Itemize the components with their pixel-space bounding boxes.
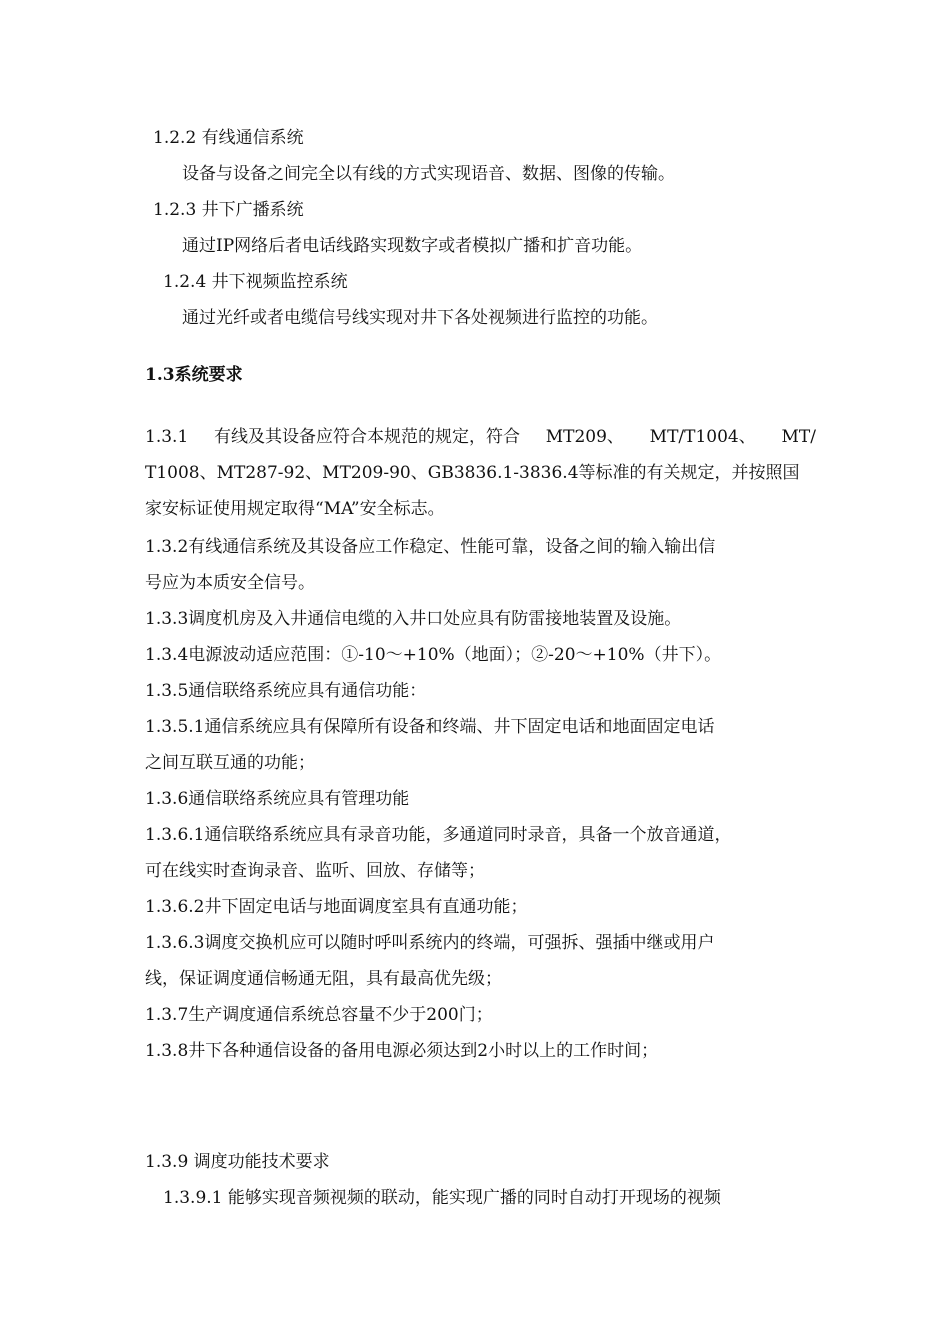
paragraph-1-3-4: 1.3.4电源波动适应范围：①-10～+10%（地面）；②-20～+10%（井下）。: [145, 645, 722, 665]
word: MT/T1004、: [649, 427, 756, 447]
paragraph-1-3-6-1-line-1: 1.3.6.1通信联络系统应具有录音功能，多通道同时录音，具备一个放音通道，: [145, 825, 732, 845]
subsection-title-1-3-9: 1.3.9 调度功能技术要求: [145, 1152, 330, 1172]
word: MT/: [781, 427, 816, 447]
section-heading-1-3: 1.3系统要求: [145, 365, 243, 385]
word: MT209、: [545, 427, 624, 447]
paragraph-1-3-5-1-line-2: 之间互联互通的功能；: [145, 753, 315, 773]
word: 1.3.1: [145, 427, 189, 447]
paragraph-1-3-9-1: 1.3.9.1 能够实现音频视频的联动，能实现广播的同时自动打开现场的视频: [163, 1188, 721, 1208]
paragraph-1-3-1-line-3: 家安标证使用规定取得“MA”安全标志。: [145, 499, 445, 519]
paragraph-1-3-6-2: 1.3.6.2井下固定电话与地面调度室具有直通功能；: [145, 897, 528, 917]
paragraph-1-3-1-line-2: T1008、MT287-92、MT209-90、GB3836.1-3836.4等标准的有关规定，并按照国: [145, 463, 800, 483]
paragraph-1-3-5: 1.3.5通信联络系统应具有通信功能：: [145, 681, 427, 701]
paragraph-1-3-7: 1.3.7生产调度通信系统总容量不少于200门；: [145, 1005, 493, 1025]
paragraph-1-3-2-line-1: 1.3.2有线通信系统及其设备应工作稳定、性能可靠，设备之间的输入输出信: [145, 537, 716, 557]
paragraph-1-3-8: 1.3.8井下各种通信设备的备用电源必须达到2小时以上的工作时间；: [145, 1041, 659, 1061]
paragraph-1-3-6-1-line-2: 可在线实时查询录音、监听、回放、存储等；: [145, 861, 485, 881]
subsection-title-1-2-2: 1.2.2 有线通信系统: [153, 128, 304, 148]
subsection-title-1-2-4: 1.2.4 井下视频监控系统: [163, 272, 348, 292]
paragraph-1-3-6-3-line-2: 线，保证调度通信畅通无阻，具有最高优先级；: [145, 969, 502, 989]
word: 有线及其设备应符合本规范的规定，符合: [214, 427, 520, 447]
paragraph-1-3-6-3-line-1: 1.3.6.3调度交换机应可以随时呼叫系统内的终端，可强拆、强插中继或用户: [145, 933, 715, 953]
subsection-title-1-2-3: 1.2.3 井下广播系统: [153, 200, 304, 220]
paragraph-1-3-2-line-2: 号应为本质安全信号。: [145, 573, 315, 593]
paragraph-1-2-2: 设备与设备之间完全以有线的方式实现语音、数据、图像的传输。: [182, 164, 675, 184]
paragraph-1-2-4: 通过光纤或者电缆信号线实现对井下各处视频进行监控的功能。: [182, 308, 658, 328]
paragraph-1-3-1-line-1: [145, 425, 816, 449]
paragraph-1-3-3: 1.3.3调度机房及入井通信电缆的入井口处应具有防雷接地装置及设施。: [145, 609, 682, 629]
paragraph-1-3-5-1-line-1: 1.3.5.1通信系统应具有保障所有设备和终端、井下固定电话和地面固定电话: [145, 717, 715, 737]
paragraph-1-2-3: 通过IP网络后者电话线路实现数字或者模拟广播和扩音功能。: [182, 236, 643, 256]
paragraph-1-3-6: 1.3.6通信联络系统应具有管理功能: [145, 789, 410, 809]
